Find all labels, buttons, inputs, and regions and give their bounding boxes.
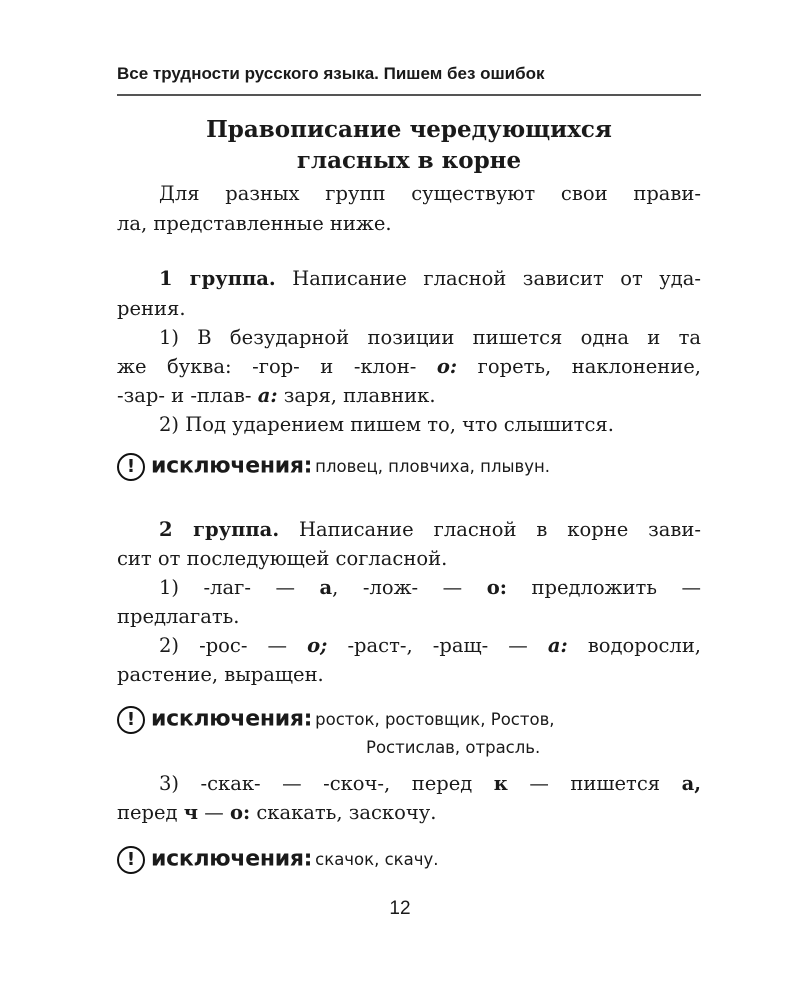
intro-line-1: Для разных групп существуют свои прави- bbox=[159, 182, 701, 205]
group2-rule2-vowel-o: о; bbox=[307, 634, 328, 657]
group1-exceptions bbox=[117, 450, 737, 482]
group1-vowel-o: о: bbox=[436, 355, 458, 378]
exceptions-text-continued: Ростислав, отрасль. bbox=[366, 738, 541, 757]
group2-rule3-examples: скакать, заскочу. bbox=[250, 801, 437, 824]
group1-rule1-text-a: же буква: -гор- и -клон- bbox=[117, 355, 437, 378]
group2-rule1-vowel-a: а bbox=[319, 576, 333, 599]
exclamation-circle-icon: ! bbox=[117, 706, 145, 734]
group2-line-2: сит от последующей согласной. bbox=[117, 547, 448, 570]
group1-text-1: Написание гласной зависит от уда- bbox=[275, 267, 701, 290]
exceptions-label: исключения: bbox=[151, 453, 313, 479]
group2-rule1-vowel-o: о: bbox=[486, 576, 507, 599]
group2-rule1-line-2: предлагать. bbox=[117, 605, 240, 628]
group2-rule3-a: 3) -скак- — -скоч-, перед bbox=[159, 772, 494, 795]
exclamation-circle-icon: ! bbox=[117, 453, 145, 481]
running-header: Все трудности русского языка. Пишем без ошибок bbox=[117, 64, 545, 83]
group2-rule2-vowel-a: а: bbox=[547, 634, 568, 657]
group2-rule3-exceptions bbox=[117, 843, 737, 875]
exclamation-circle-icon: ! bbox=[117, 846, 145, 874]
group1-rule2: 2) Под ударением пишем то, что слышится. bbox=[159, 413, 614, 436]
group2-text-1: Написание гласной в корне зави- bbox=[279, 518, 701, 541]
intro-line-2: ла, представленные ниже. bbox=[117, 212, 392, 235]
group2-rule2-a: 2) -рос- — bbox=[159, 634, 308, 657]
group2-rule2-c: -раст-, -ращ- — bbox=[327, 634, 548, 657]
group2-rule2-e: водоросли, bbox=[567, 634, 702, 657]
group2-rule1-c: , -лож- — bbox=[332, 576, 487, 599]
group1-rule1-line-3 bbox=[117, 381, 701, 411]
group1-rule1-text-d: -зар- и -плав- bbox=[117, 384, 258, 407]
group2-rule3-c: — пишется bbox=[507, 772, 682, 795]
group2-rule3-line-1 bbox=[117, 769, 701, 799]
page-title bbox=[117, 114, 701, 176]
group1-line-1 bbox=[117, 264, 701, 294]
group2-rule3-vowel-o: о: bbox=[229, 801, 251, 824]
group1-label: 1 группа. bbox=[159, 267, 276, 290]
header-divider bbox=[117, 94, 701, 96]
group1-rule1-text-e: заря, плавник. bbox=[277, 384, 436, 407]
group1-rule1-line-1: 1) В безударной позиции пишется одна и та bbox=[159, 326, 701, 349]
exceptions-text: пловец, пловчиха, плывун. bbox=[315, 456, 551, 476]
group1-rule1-text-c: горeть, наклонeние, bbox=[457, 355, 701, 378]
group1-rule1-line-2 bbox=[117, 352, 701, 382]
group2-line-1 bbox=[117, 515, 701, 545]
page-number: 12 bbox=[389, 898, 411, 919]
group2-rule3-letter-k: к bbox=[493, 772, 508, 795]
exceptions-text: скачок, скачу. bbox=[315, 849, 439, 869]
group2-rule2-line-2: растение, выращен. bbox=[117, 663, 324, 686]
group2-rule3-letter-ch: ч bbox=[183, 801, 199, 824]
group2-rule2-line-1 bbox=[117, 631, 701, 661]
group1-vowel-a: а: bbox=[257, 384, 278, 407]
title-line-1: Правописание чередующихся bbox=[206, 116, 612, 143]
group2-rule3-line-2 bbox=[117, 798, 701, 828]
group1-line-2: рения. bbox=[117, 297, 186, 320]
exceptions-label: исключения: bbox=[151, 846, 313, 872]
group2-label: 2 группа. bbox=[159, 518, 280, 541]
title-line-2: гласных в корне bbox=[296, 147, 522, 174]
group2-rule3-dash: — bbox=[198, 801, 230, 824]
group2-exceptions bbox=[117, 703, 737, 735]
group2-rule3-e: перед bbox=[117, 801, 184, 824]
group2-rule1-a: 1) -лаг- — bbox=[159, 576, 320, 599]
group2-rule3-vowel-a: а, bbox=[681, 772, 701, 795]
group2-rule1-line-1 bbox=[117, 573, 701, 603]
exceptions-text: росток, ростовщик, Ростов, bbox=[315, 709, 555, 729]
exceptions-label: исключения: bbox=[151, 706, 313, 732]
group2-rule1-e: предложить — bbox=[506, 576, 701, 599]
